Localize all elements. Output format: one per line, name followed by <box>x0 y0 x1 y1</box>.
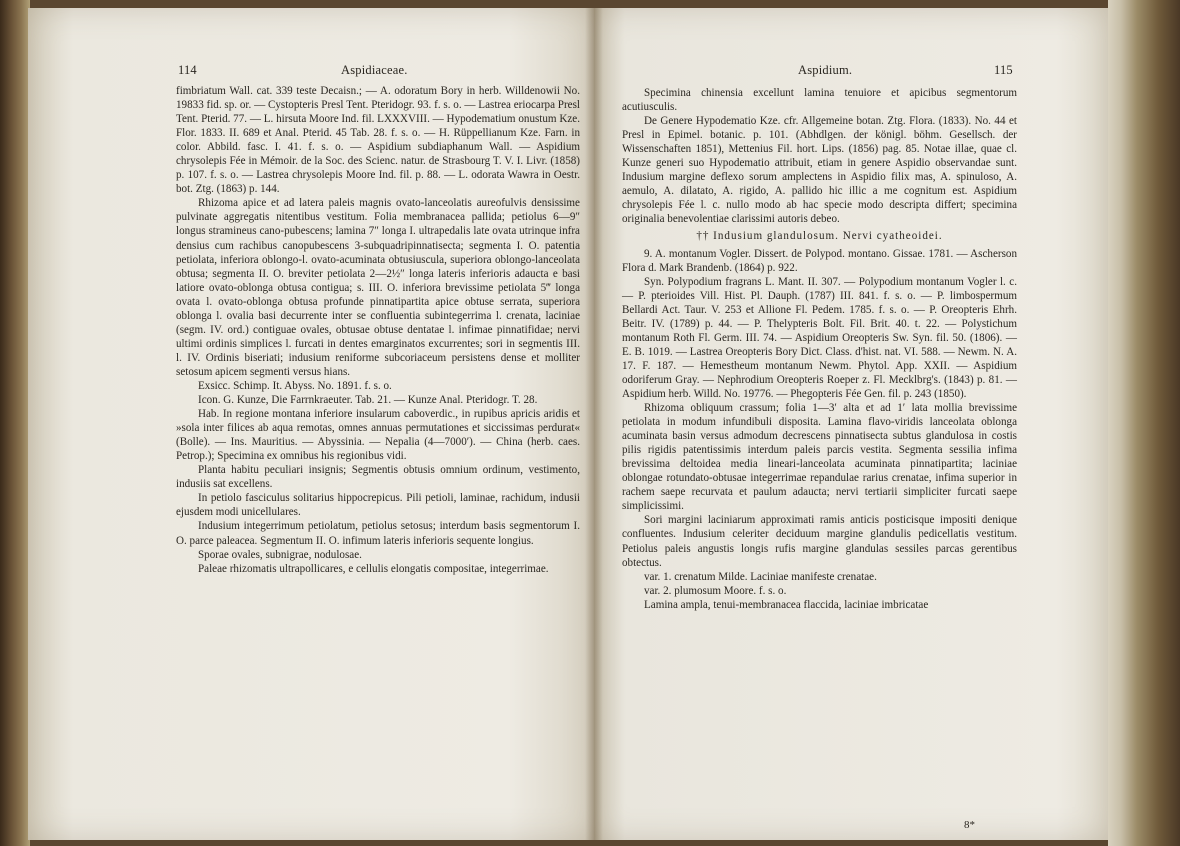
paragraph: Specimina chinensia excellunt lamina tenuiore et apicibus segmentorum acutiusculis. <box>622 87 1017 114</box>
paragraph: In petiolo fasciculus solitarius hippocrepicus. Pili petioli, laminae, rachidum, indusii ejusdem modi unicellulares. <box>176 492 580 519</box>
right-page-text <box>622 86 1017 612</box>
paragraph: Rhizoma obliquum crassum; folia 1—3′ alta et ad 1′ lata mollia brevissime petiolata in modum infundibuli disposita. Lamina flavo-viridis lanceolata oblonga acuminata basin versus admodum decrescens pinnatisecta subtus glandulosa in costis pilis rigidis patentissimis interdum paleis parcis vestita. Segmenta sessilia infima brevissima deltoidea media lineari-lanceolata acuminata pinnatipartita; laciniae oblongae rotundato-obtusae integerrimae repandulae rarius crenatae, infima superior in rachem saepe recurvata et paulum adaucta; nervi tertiarii simpliciter furcati saepe simplicissimi. <box>622 402 1017 513</box>
paragraph: Syn. Polypodium fragrans L. Mant. II. 307. — Polypodium montanum Vogler l. c. — P. pterioides Vill. Hist. Pl. Dauph. (1787) III. 841. f. s. o. — P. limbospermum Bellardi Act. Taur. V. 253 et Allione Fl. Pedem. 1785. f. s. o. — P. Oreopteris Ehrh. Beitr. IV. (1789) p. 44. — P. Thelypteris Bolt. Fil. Brit. 40. t. 22. — Polystichum montanum Roth Fl. Germ. III. 74. — Aspidium Oreopteris Sw. Syn. fil. 50. (1806). — E. B. 1019. — Lastrea Oreopteris Bory Dict. Class. d'hist. nat. VI. 588. — Newm. N. A. 17. F. 187. — Hemestheum montanum Newm. Phytol. App. XXII. — Aspidium odoriferum Gray. — Nephrodium Oreopteris Roeper z. Fl. Mecklbrg's. (1843) p. 81. — Aspidium herb. Willd. No. 19776. — Phegopteris Fée Gen. fil. p. 243 (1850). <box>622 275 1017 400</box>
book-edge-left <box>0 0 30 846</box>
left-page <box>28 8 594 840</box>
paragraph: var. 2. plumosum Moore. f. s. o. <box>644 584 787 597</box>
paragraph: Exsicc. Schimp. It. Abyss. No. 1891. f. s. o. <box>198 379 392 392</box>
paragraph: Indusium integerrimum petiolatum, petiolus setosus; interdum basis segmentorum I. O. parce paleacea. Segmentum II. O. infimum lateris inferioris sequente longius. <box>176 520 580 547</box>
paragraph: Lamina ampla, tenui-membranacea flaccida, laciniae imbricatae <box>644 598 929 611</box>
paragraph: De Genere Hypodematio Kze. cfr. Allgemeine botan. Ztg. Flora. (1833). No. 44 et Presl in Epimel. botanic. p. 101. (Abhdlgen. der königl. böhm. Gesellsch. der Wissenschaften 1851), Mettenius Fil. hort. Lips. (1856) pag. 85. Notae illae, quae cl. Kunze generi suo Hypodematio attribuit, etiam in genere Aspidio observandae sunt. Indusium margine deflexo sorum amplectens in Aspidio filix mas, A. spinuloso, A. aemulo, A. dilatato, A. rigido, A. pallido hic illic a me cognitum est. Aspidium chrysolepis Fée l. c. nullo modo ab hac specie modo descripta differt; specimina originalia benevolentiae clarissimi autoris debeo. <box>622 115 1017 226</box>
paragraph: 9. A. montanum Vogler. Dissert. de Polypod. montano. Gissae. 1781. — Ascherson Flora d. Mark Brandenb. (1864) p. 922. <box>622 247 1017 274</box>
signature-mark: 8* <box>964 819 975 831</box>
book-gutter <box>585 8 603 840</box>
paragraph: Rhizoma apice et ad latera paleis magnis ovato-lanceolatis aureofulvis densissime pulvinate aggregatis nitentibus vestitum. Folia membranacea pallida; petiolus 6—9″ longus stramineus cano-pubescens; lamina 7″ longa I. ultrapedalis late ovata utrinque infra densius cum rachibus canopubescens 3-subquadripinnatisecta; segmenta I. O. patentia petiolata, inferiora oblongo-l. ovato-acuminata obtusiuscula, superiora oblongo-lanceolata obtusa; segmenta II. O. breviter petiolata 2—2½″ longa lateris inferioris adaucta e basi latiore ovato-oblonga obtusa contigua; s. III. O. inferiora brevissime petiolata 5‴ longa ovata l. ovato-oblonga obtusa profunde pinnatipartita apice obtuse serrata, superiora oblonga l. ovalia basi decurrente inter se confluentia subintegerrima l. crenata, laciniae (segm. IV. ord.) contiguae ovales, obtusae obtuse dentatae l. infimae pinnatifidae; nervi ultimi ordinis simplices l. furcati in dentes emarginatos excurrentes; sori in segmentis III. l. IV. Ordinis biseriati; indusium reniforme subcoriaceum persistens dense et molliter setosum apicem segmenti versus hians. <box>176 197 580 378</box>
paragraph: Icon. G. Kunze, Die Farrnkraeuter. Tab. 21. — Kunze Anal. Pteridogr. T. 28. <box>198 394 538 407</box>
left-page-text <box>176 84 580 576</box>
section-heading: †† Indusium glandulosum. Nervi cyatheoidei. <box>696 230 943 243</box>
page-number-right: 115 <box>994 63 1013 77</box>
running-head-left: Aspidiaceae. <box>341 63 408 77</box>
paragraph: Planta habitu peculiari insignis; Segmentis obtusis omnium ordinum, vestimento, indusiis sat excellens. <box>176 464 580 491</box>
paragraph: fimbriatum Wall. cat. 339 teste Decaisn.; — A. odoratum Bory in herb. Willdenowii No. 19833 fid. sp. or. — Cystopteris Presl Tent. Pteridogr. 93. f. s. o. — Lastrea eriocarpa Presl Tent. Pterid. 77. — L. hirsuta Moore Ind. fil. LXXXVIII. — Hypodematium onustum Kze. Flor. 1833. II. 689 et Anal. Pterid. 45 Tab. 28. f. s. o. — H. Rüppellianum Kze. Farn. in color. Abbild. fasc. I. 41. f. s. o. — Aspidium subdiaphanum Wall. — Aspidium chrysolepis Fée in Mémoir. de la Soc. des Scienc. natur. de Strasbourg T. V. I. Livr. (1858) p. 107. f. s. o. — Lastrea chrysolepis Moore Ind. fil. p. 88. — L. odorata Wawra in Oestr. bot. Ztg. (1863) p. 144. <box>176 85 580 196</box>
page-number-left: 114 <box>178 63 197 77</box>
paragraph: Paleae rhizomatis ultrapollicares, e cellulis elongatis compositae, integerrimae. <box>198 562 549 575</box>
right-page <box>594 8 1108 840</box>
paragraph: Sporae ovales, subnigrae, nodulosae. <box>198 548 362 561</box>
paragraph: Hab. In regione montana inferiore insularum caboverdic., in rupibus apricis aridis et »sola inter filices ab aqua remotas, omnes annuas permutationes et siccissimas perdurat« (Bolle). — Ins. Mauritius. — Abyssinia. — Nepalia (4—7000′). — China (herb. caes. Petrop.); Specimina ex omnibus his regionibus vidi. <box>176 408 580 463</box>
book-edge-right <box>1108 0 1180 846</box>
paragraph: Sori margini laciniarum approximati ramis anticis posticisque impositi denique confluentes. Indusium celeriter deciduum margine glandulis pedicellatis vestitum. Petiolus paleis angustis longis rufis margine glandulas sessiles parcas gerentibus obtectus. <box>622 514 1017 569</box>
paragraph: var. 1. crenatum Milde. Laciniae manifeste crenatae. <box>644 570 877 583</box>
running-head-right: Aspidium. <box>798 63 853 77</box>
